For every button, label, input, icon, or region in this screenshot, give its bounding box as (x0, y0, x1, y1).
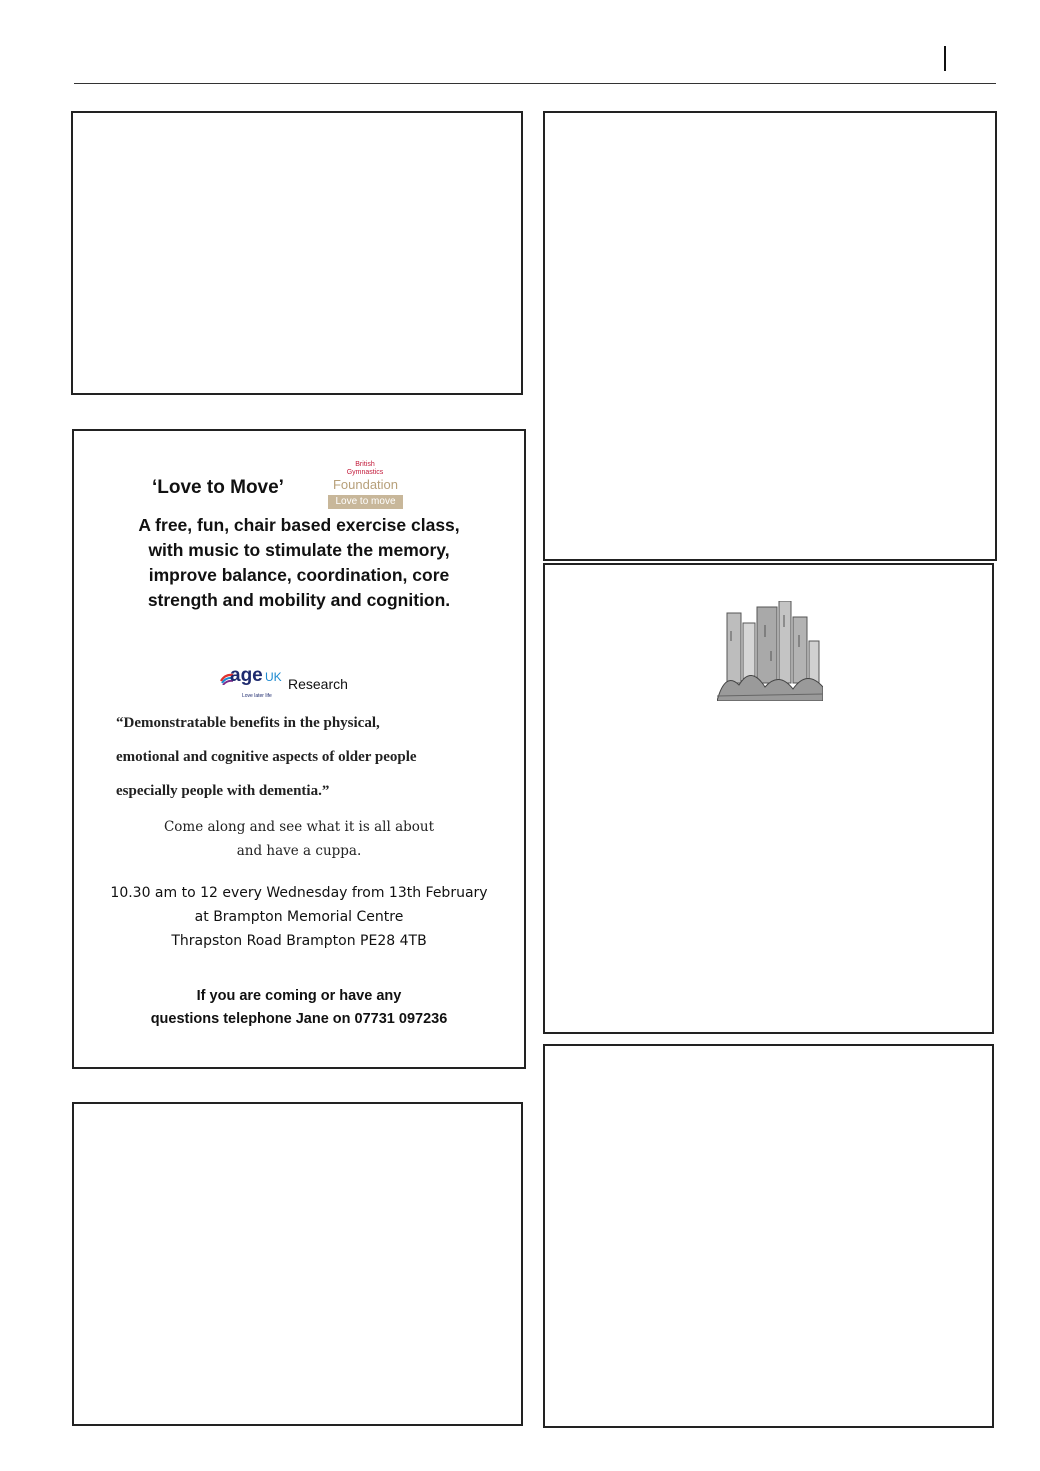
age-uk-research-logo (220, 663, 360, 703)
age-uk-word-uk: UK (265, 670, 282, 684)
logo-text-foundation: Foundation (332, 477, 399, 492)
age-uk-tagline: Love later life (242, 693, 272, 699)
header-rule (74, 83, 996, 84)
header-page-marker (944, 46, 946, 71)
love-to-move-flyer (72, 429, 526, 1069)
invite-line: Come along and see what it is all about (163, 819, 435, 835)
empty-panel-bottom-right (543, 1044, 994, 1428)
flyer-description (74, 513, 524, 613)
invite-line: and have a cuppa. (236, 843, 362, 859)
logo-text-love-to-move: Love to move (328, 495, 403, 509)
age-uk-research-label: Research (288, 676, 348, 692)
empty-panel-top-right (543, 111, 997, 561)
logo-text-british: British (355, 461, 375, 468)
event-venue: at Brampton Memorial Centre (194, 909, 404, 925)
research-quote (116, 706, 516, 808)
event-address: Thrapston Road Brampton PE28 4TB (171, 933, 427, 949)
quote-line: emotional and cognitive aspects of older people (116, 749, 417, 765)
description-line: improve balance, coordination, core (148, 565, 450, 585)
description-line: A free, fun, chair based exercise class, (138, 515, 460, 535)
quote-line: especially people with dementia.” (116, 783, 330, 799)
british-gymnastics-foundation-logo (328, 461, 403, 511)
invitation-text (74, 815, 524, 863)
empty-panel-top-left (71, 111, 523, 395)
castle-illustration-panel (543, 563, 994, 1034)
flyer-title: ‘Love to Move’ (152, 477, 284, 498)
contact-line: questions telephone Jane on 07731 097236 (150, 1011, 448, 1027)
description-line: strength and mobility and cognition. (147, 590, 451, 610)
event-time: 10.30 am to 12 every Wednesday from 13th February (110, 885, 488, 901)
age-uk-word-age: age (230, 665, 263, 686)
quote-line: “Demonstratable benefits in the physical, (116, 715, 380, 731)
logo-text-gymnastics: Gymnastics (346, 469, 384, 476)
description-line: with music to stimulate the memory, (148, 540, 450, 560)
contact-line: If you are coming or have any (196, 988, 402, 1004)
event-details (74, 881, 524, 953)
castle-sketch-icon (717, 601, 823, 701)
empty-panel-bottom-left (72, 1102, 523, 1426)
contact-info (74, 985, 524, 1031)
